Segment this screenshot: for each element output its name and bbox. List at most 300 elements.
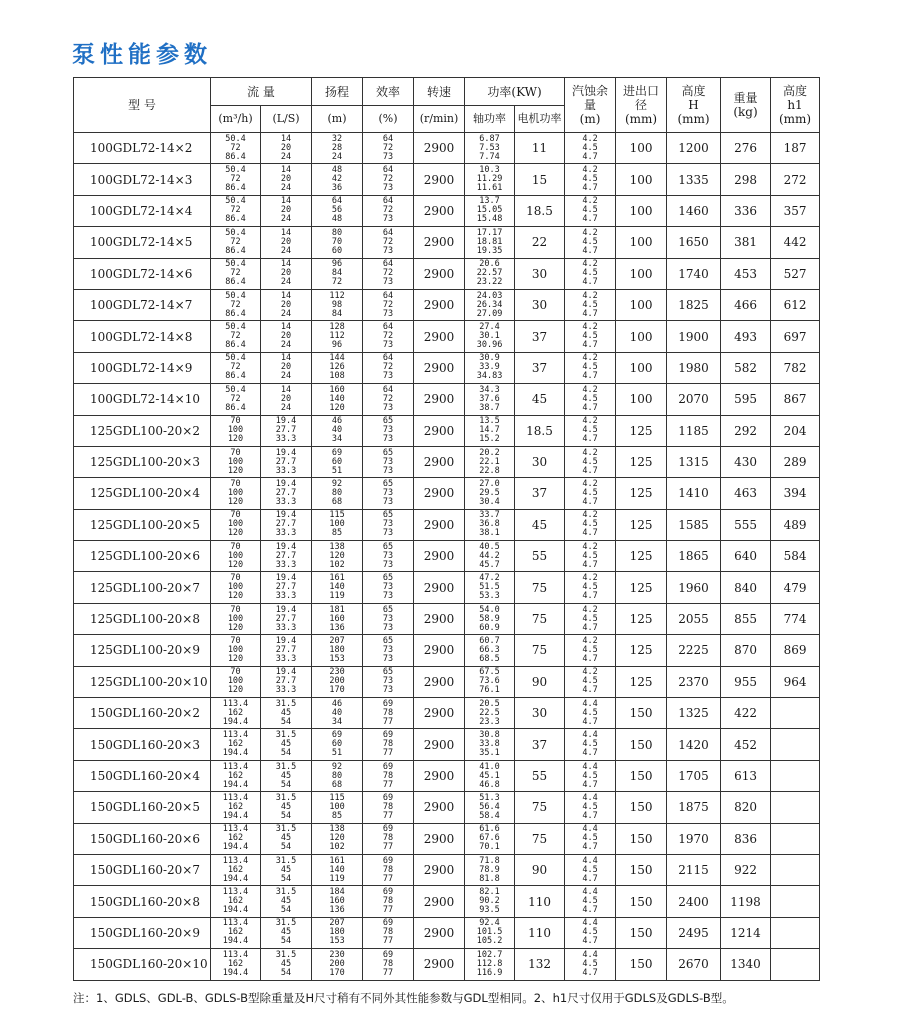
shaft-power-cell (465, 415, 515, 446)
npsh-value: 4.2 (582, 478, 598, 489)
efficiency-value: 78 (382, 896, 394, 907)
npsh-value: 4.5 (582, 958, 598, 969)
efficiency-value: 78 (382, 707, 394, 718)
shaft-power-value: 34.3 (479, 384, 500, 395)
head-value: 115 (329, 792, 345, 803)
shaft-power-cell (465, 572, 515, 603)
model-cell: 100GDL72-14×5 (74, 227, 211, 258)
table-row (74, 729, 820, 760)
flow-m3h-cell (211, 666, 261, 697)
speed-cell: 2900 (414, 509, 465, 540)
weight-cell: 336 (721, 195, 771, 226)
head-value: 34 (331, 716, 343, 727)
npsh-value: 4.4 (582, 855, 598, 866)
head-value: 34 (331, 434, 343, 445)
head-value: 120 (329, 833, 345, 844)
bore-cell: 100 (616, 195, 667, 226)
h1-cell: 394 (771, 478, 820, 509)
efficiency-cell (363, 886, 414, 917)
header-power: 功率(KW) (465, 78, 565, 106)
npsh-value: 4.7 (582, 183, 598, 194)
shaft-power-cell (465, 227, 515, 258)
npsh-value: 4.5 (582, 613, 598, 624)
flow-m3h-value: 86.4 (225, 308, 246, 319)
model-cell: 125GDL100-20×8 (74, 603, 211, 634)
header-weight (721, 78, 771, 133)
head-value: 200 (329, 958, 345, 969)
flow-m3h-value: 50.4 (225, 165, 246, 176)
shaft-power-value: 11.29 (476, 174, 503, 185)
npsh-cell (565, 635, 616, 666)
shaft-power-value: 40.5 (479, 541, 500, 552)
flow-ls-value: 33.3 (275, 622, 297, 633)
efficiency-cell (363, 949, 414, 980)
npsh-value: 4.7 (582, 591, 598, 602)
npsh-value: 4.5 (582, 268, 598, 279)
head-value: 98 (331, 299, 343, 310)
shaft-power-value: 20.6 (479, 259, 500, 270)
flow-ls-cell (261, 289, 312, 320)
shaft-power-value: 13.5 (479, 416, 500, 427)
npsh-value: 4.5 (582, 582, 598, 593)
npsh-cell (565, 729, 616, 760)
efficiency-value: 78 (382, 833, 394, 844)
h1-cell: 782 (771, 352, 820, 383)
efficiency-value: 73 (382, 456, 394, 467)
efficiency-cell (363, 854, 414, 885)
shaft-power-value: 82.1 (479, 887, 500, 898)
efficiency-value: 64 (382, 165, 394, 176)
flow-ls-value: 19.4 (275, 478, 297, 489)
head-value: 84 (331, 308, 343, 319)
speed-cell: 2900 (414, 949, 465, 980)
head-value: 80 (331, 227, 343, 238)
head-cell (312, 321, 363, 352)
table-row (74, 289, 820, 320)
shaft-power-cell (465, 258, 515, 289)
efficiency-value: 73 (382, 613, 394, 624)
flow-ls-value: 31.5 (275, 761, 297, 772)
npsh-value: 4.5 (582, 425, 598, 436)
flow-m3h-value: 194.4 (222, 716, 249, 727)
flow-m3h-value: 100 (227, 519, 244, 530)
shaft-power-value: 38.7 (479, 402, 500, 413)
table-row (74, 195, 820, 226)
shaft-power-value: 22.8 (479, 465, 500, 476)
height-cell: 1980 (667, 352, 721, 383)
npsh-value: 4.2 (582, 227, 598, 238)
head-value: 68 (331, 496, 343, 507)
flow-m3h-value: 100 (227, 487, 244, 498)
flow-ls-value: 14 (280, 259, 292, 270)
shaft-power-value: 67.6 (479, 833, 500, 844)
efficiency-value: 78 (382, 801, 394, 812)
efficiency-cell (363, 635, 414, 666)
flow-m3h-cell (211, 729, 261, 760)
flow-m3h-value: 120 (227, 434, 244, 445)
npsh-value: 4.2 (582, 573, 598, 584)
flow-ls-value: 19.4 (275, 510, 297, 521)
head-value: 84 (331, 268, 343, 279)
flow-m3h-value: 70 (230, 667, 241, 678)
efficiency-value: 78 (382, 927, 394, 938)
head-cell (312, 258, 363, 289)
flow-m3h-value: 100 (227, 676, 244, 687)
flow-m3h-value: 113.4 (222, 698, 249, 709)
efficiency-value: 65 (382, 447, 394, 458)
speed-cell: 2900 (414, 760, 465, 791)
npsh-value: 4.5 (582, 487, 598, 498)
flow-m3h-value: 70 (230, 510, 241, 521)
head-cell (312, 698, 363, 729)
model-cell: 150GDL160-20×2 (74, 698, 211, 729)
head-value: 51 (331, 748, 343, 759)
flow-m3h-value: 100 (227, 425, 244, 436)
npsh-value: 4.7 (582, 151, 598, 162)
head-value: 207 (329, 635, 345, 646)
flow-ls-cell (261, 133, 312, 164)
shaft-power-cell (465, 478, 515, 509)
motor-power-cell: 11 (515, 133, 565, 164)
npsh-cell (565, 446, 616, 477)
efficiency-cell (363, 917, 414, 948)
weight-cell: 855 (721, 603, 771, 634)
header-model: 型 号 (74, 78, 211, 133)
flow-m3h-value: 100 (227, 644, 244, 655)
npsh-cell (565, 352, 616, 383)
model-cell: 100GDL72-14×8 (74, 321, 211, 352)
model-cell: 150GDL160-20×8 (74, 886, 211, 917)
efficiency-value: 77 (382, 842, 394, 853)
npsh-value: 4.5 (582, 739, 598, 750)
head-cell (312, 446, 363, 477)
shaft-power-value: 51.3 (479, 792, 500, 803)
flow-ls-cell (261, 666, 312, 697)
efficiency-value: 73 (382, 582, 394, 593)
model-cell: 150GDL160-20×3 (74, 729, 211, 760)
flow-m3h-value: 113.4 (222, 949, 249, 960)
npsh-value: 4.4 (582, 730, 598, 741)
efficiency-cell (363, 792, 414, 823)
npsh-value: 4.5 (582, 644, 598, 655)
flow-m3h-value: 194.4 (222, 967, 249, 978)
head-value: 92 (331, 478, 343, 489)
npsh-value: 4.5 (582, 456, 598, 467)
height-cell: 2670 (667, 949, 721, 980)
flow-m3h-value: 50.4 (225, 353, 246, 364)
npsh-value: 4.5 (582, 707, 598, 718)
efficiency-value: 64 (382, 384, 394, 395)
efficiency-cell (363, 760, 414, 791)
height-cell: 1325 (667, 698, 721, 729)
flow-ls-value: 27.7 (275, 550, 297, 561)
head-value: 200 (329, 676, 345, 687)
head-value: 92 (331, 761, 343, 772)
speed-cell: 2900 (414, 854, 465, 885)
flow-ls-value: 33.3 (275, 591, 297, 602)
head-value: 96 (331, 259, 343, 270)
head-value: 160 (329, 384, 345, 395)
flow-ls-value: 31.5 (275, 918, 297, 929)
flow-m3h-value: 162 (227, 770, 244, 781)
npsh-cell (565, 572, 616, 603)
flow-ls-value: 27.7 (275, 425, 297, 436)
efficiency-value: 73 (382, 487, 394, 498)
flow-ls-cell (261, 258, 312, 289)
page-title: 泵性能参数 (72, 42, 212, 68)
efficiency-value: 72 (382, 205, 394, 216)
head-cell (312, 823, 363, 854)
table-body (74, 133, 820, 981)
flow-ls-value: 24 (280, 214, 292, 225)
bore-cell: 100 (616, 258, 667, 289)
shaft-power-value: 68.5 (479, 653, 500, 664)
flow-m3h-cell (211, 352, 261, 383)
bore-cell: 100 (616, 321, 667, 352)
npsh-value: 4.5 (582, 331, 598, 342)
flow-m3h-cell (211, 572, 261, 603)
flow-ls-value: 20 (280, 174, 292, 185)
head-value: 160 (329, 896, 345, 907)
head-cell (312, 478, 363, 509)
bore-cell: 150 (616, 949, 667, 980)
model-cell: 100GDL72-14×2 (74, 133, 211, 164)
shaft-power-cell (465, 886, 515, 917)
head-value: 230 (329, 667, 345, 678)
npsh-value: 4.5 (582, 864, 598, 875)
efficiency-value: 64 (382, 227, 394, 238)
flow-ls-cell (261, 164, 312, 195)
head-value: 80 (331, 487, 343, 498)
h1-cell: 774 (771, 603, 820, 634)
efficiency-cell (363, 384, 414, 415)
flow-m3h-cell (211, 384, 261, 415)
weight-cell: 820 (721, 792, 771, 823)
bore-cell: 150 (616, 760, 667, 791)
h1-cell: 204 (771, 415, 820, 446)
flow-m3h-value: 113.4 (222, 824, 249, 835)
flow-ls-value: 33.3 (275, 685, 297, 696)
npsh-value: 4.7 (582, 622, 598, 633)
flow-m3h-value: 162 (227, 927, 244, 938)
npsh-cell (565, 164, 616, 195)
npsh-value: 4.7 (582, 748, 598, 759)
efficiency-value: 72 (382, 393, 394, 404)
npsh-cell (565, 949, 616, 980)
motor-power-cell: 22 (515, 227, 565, 258)
motor-power-cell: 55 (515, 760, 565, 791)
model-cell: 100GDL72-14×3 (74, 164, 211, 195)
head-value: 70 (331, 236, 343, 247)
flow-ls-value: 45 (280, 801, 292, 812)
head-value: 181 (329, 604, 345, 615)
bore-cell: 100 (616, 289, 667, 320)
efficiency-value: 77 (382, 967, 394, 978)
efficiency-cell (363, 541, 414, 572)
head-value: 46 (331, 416, 343, 427)
head-value: 138 (329, 824, 345, 835)
efficiency-value: 65 (382, 604, 394, 615)
model-cell: 150GDL160-20×9 (74, 917, 211, 948)
head-value: 60 (331, 739, 343, 750)
flow-m3h-value: 162 (227, 707, 244, 718)
motor-power-cell: 75 (515, 635, 565, 666)
flow-m3h-value: 194.4 (222, 810, 249, 821)
flow-m3h-value: 194.4 (222, 905, 249, 916)
npsh-value: 4.4 (582, 761, 598, 772)
efficiency-value: 72 (382, 142, 394, 153)
head-value: 32 (331, 133, 343, 144)
head-value: 69 (331, 447, 343, 458)
shaft-power-value: 23.22 (476, 277, 503, 288)
npsh-value: 4.7 (582, 685, 598, 696)
flow-ls-value: 33.3 (275, 434, 297, 445)
height-cell: 1960 (667, 572, 721, 603)
table-row (74, 854, 820, 885)
npsh-value: 4.2 (582, 322, 598, 333)
flow-m3h-cell (211, 886, 261, 917)
header-speed: 转速 (414, 78, 465, 106)
weight-cell: 422 (721, 698, 771, 729)
shaft-power-value: 51.5 (479, 582, 500, 593)
efficiency-value: 64 (382, 353, 394, 364)
efficiency-cell (363, 227, 414, 258)
flow-m3h-value: 86.4 (225, 340, 246, 351)
speed-cell: 2900 (414, 195, 465, 226)
head-value: 128 (329, 322, 345, 333)
header-height-unit: (mm) (677, 112, 710, 126)
flow-m3h-value: 162 (227, 958, 244, 969)
shaft-power-value: 92.4 (479, 918, 500, 929)
shaft-power-value: 14.7 (479, 425, 500, 436)
shaft-power-cell (465, 164, 515, 195)
efficiency-value: 69 (382, 949, 394, 960)
head-cell (312, 729, 363, 760)
npsh-value: 4.7 (582, 716, 598, 727)
efficiency-cell (363, 415, 414, 446)
npsh-value: 4.5 (582, 142, 598, 153)
height-cell: 1900 (667, 321, 721, 352)
bore-cell: 150 (616, 917, 667, 948)
speed-cell: 2900 (414, 698, 465, 729)
shaft-power-value: 47.2 (479, 573, 500, 584)
motor-power-cell: 30 (515, 289, 565, 320)
motor-power-cell: 37 (515, 321, 565, 352)
speed-cell: 2900 (414, 823, 465, 854)
shaft-power-value: 30.4 (479, 496, 500, 507)
motor-power-cell: 132 (515, 949, 565, 980)
flow-m3h-value: 120 (227, 496, 244, 507)
flow-ls-value: 31.5 (275, 855, 297, 866)
header-height-label: 高度H (681, 84, 706, 112)
table-row (74, 792, 820, 823)
npsh-value: 4.2 (582, 165, 598, 176)
flow-ls-value: 33.3 (275, 496, 297, 507)
flow-m3h-cell (211, 792, 261, 823)
shaft-power-value: 19.35 (476, 245, 503, 256)
shaft-power-cell (465, 666, 515, 697)
npsh-value: 4.7 (582, 905, 598, 916)
flow-ls-value: 54 (280, 967, 292, 978)
flow-m3h-value: 50.4 (225, 290, 246, 301)
header-weight-unit: (kg) (733, 105, 758, 119)
head-cell (312, 666, 363, 697)
bore-cell: 125 (616, 635, 667, 666)
npsh-value: 4.2 (582, 510, 598, 521)
npsh-value: 4.4 (582, 918, 598, 929)
flow-m3h-value: 194.4 (222, 936, 249, 947)
h1-cell (771, 854, 820, 885)
npsh-value: 4.5 (582, 393, 598, 404)
shaft-power-cell (465, 854, 515, 885)
efficiency-cell (363, 195, 414, 226)
head-cell (312, 603, 363, 634)
height-cell: 1460 (667, 195, 721, 226)
efficiency-value: 77 (382, 936, 394, 947)
bore-cell: 125 (616, 572, 667, 603)
shaft-power-cell (465, 289, 515, 320)
header-npsh-unit: (m) (579, 112, 601, 126)
header-shaft-power: 轴功率 (465, 106, 515, 133)
flow-m3h-value: 194.4 (222, 779, 249, 790)
efficiency-value: 72 (382, 331, 394, 342)
shaft-power-cell (465, 823, 515, 854)
model-cell: 100GDL72-14×9 (74, 352, 211, 383)
header-motor-power: 电机功率 (515, 106, 565, 133)
npsh-cell (565, 886, 616, 917)
speed-cell: 2900 (414, 446, 465, 477)
head-value: 96 (331, 340, 343, 351)
flow-ls-value: 20 (280, 393, 292, 404)
npsh-cell (565, 760, 616, 791)
head-value: 120 (329, 402, 345, 413)
head-cell (312, 541, 363, 572)
efficiency-value: 73 (382, 644, 394, 655)
weight-cell: 836 (721, 823, 771, 854)
shaft-power-value: 73.6 (479, 676, 500, 687)
shaft-power-value: 60.9 (479, 622, 500, 633)
flow-m3h-value: 86.4 (225, 183, 246, 194)
h1-cell (771, 698, 820, 729)
height-cell: 2055 (667, 603, 721, 634)
table-row (74, 917, 820, 948)
head-value: 136 (329, 622, 345, 633)
bore-cell: 100 (616, 384, 667, 415)
head-cell (312, 289, 363, 320)
height-cell: 1705 (667, 760, 721, 791)
head-value: 207 (329, 918, 345, 929)
flow-ls-value: 33.3 (275, 528, 297, 539)
shaft-power-value: 20.2 (479, 447, 500, 458)
efficiency-value: 73 (382, 496, 394, 507)
header-h1 (771, 78, 820, 133)
efficiency-value: 77 (382, 779, 394, 790)
bore-cell: 125 (616, 509, 667, 540)
efficiency-cell (363, 666, 414, 697)
flow-ls-value: 54 (280, 936, 292, 947)
model-cell: 125GDL100-20×10 (74, 666, 211, 697)
efficiency-value: 73 (382, 183, 394, 194)
npsh-value: 4.7 (582, 842, 598, 853)
flow-ls-value: 14 (280, 290, 292, 301)
speed-cell: 2900 (414, 635, 465, 666)
model-cell: 125GDL100-20×2 (74, 415, 211, 446)
flow-m3h-value: 120 (227, 685, 244, 696)
speed-cell: 2900 (414, 603, 465, 634)
head-value: 144 (329, 353, 345, 364)
flow-m3h-value: 72 (230, 174, 241, 185)
shaft-power-value: 61.6 (479, 824, 500, 835)
